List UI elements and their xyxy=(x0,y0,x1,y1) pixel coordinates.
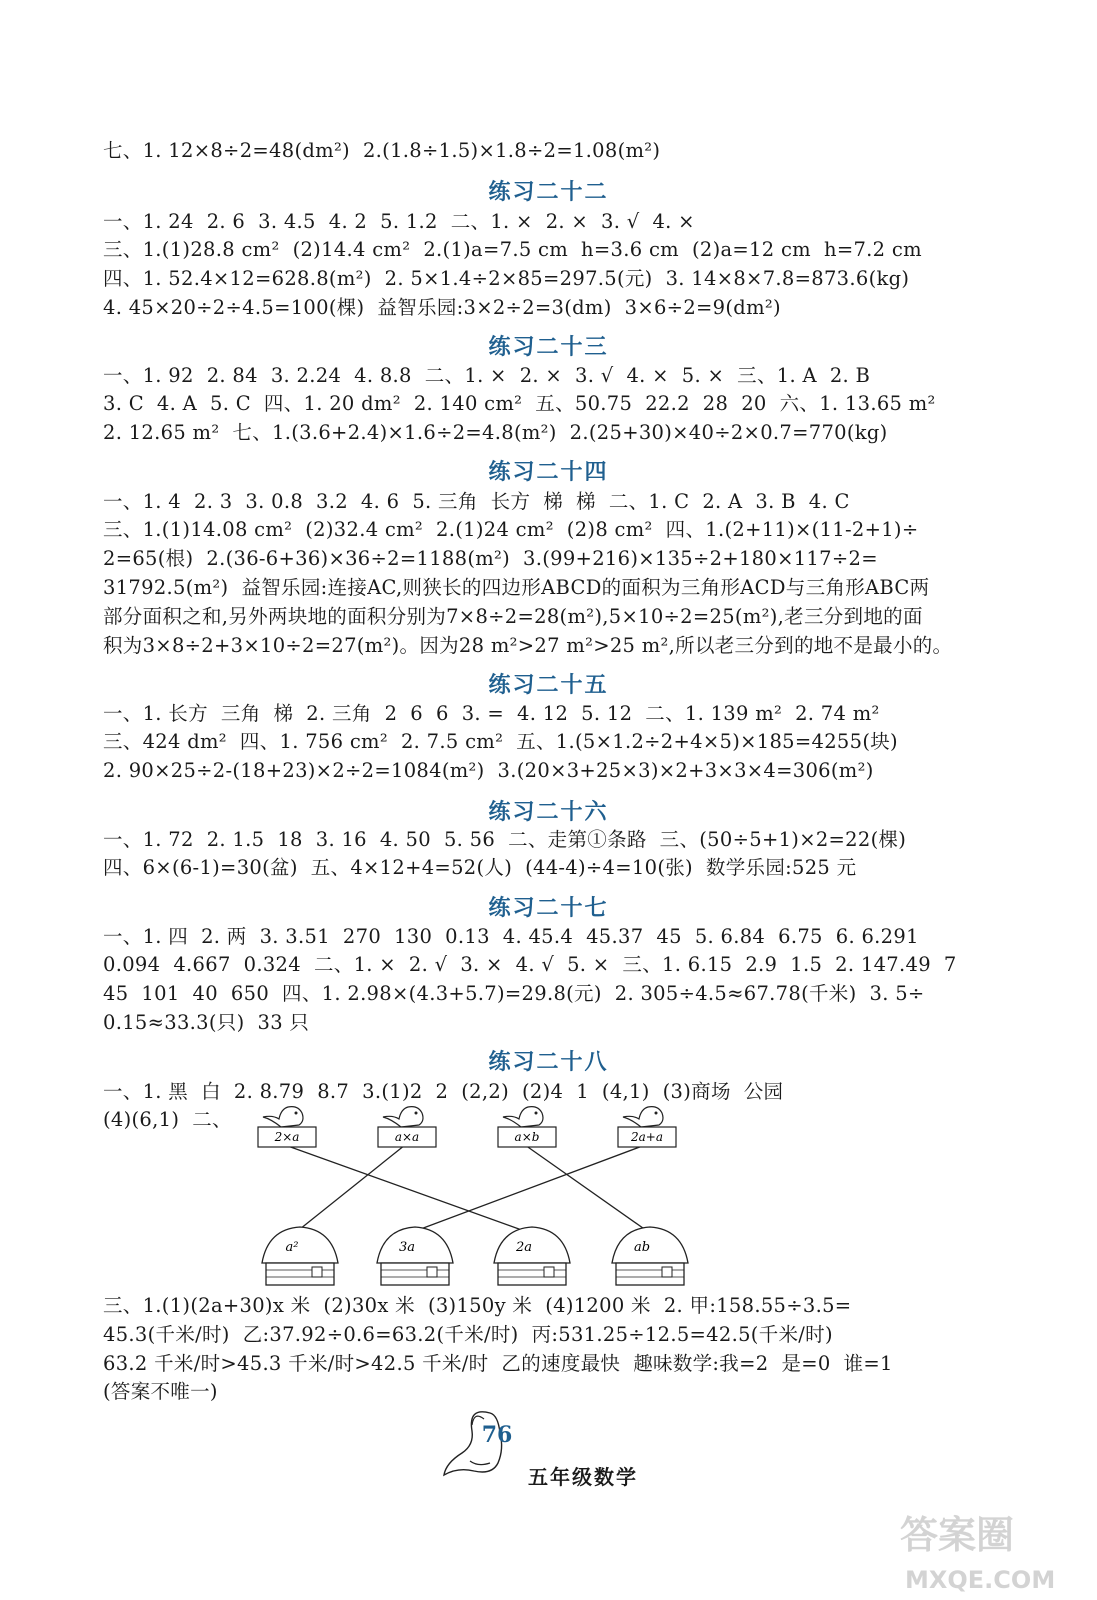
mushroom-house-3 xyxy=(494,1227,570,1285)
section-title: 练习二十五 xyxy=(488,673,609,698)
answer-line: (4)(6,1) 二、 xyxy=(103,1108,232,1131)
answer-line: 0.15≈33.3(只) 33 只 xyxy=(103,1011,310,1034)
answer-line: 部分面积之和,另外两块地的面积分别为7×8÷2=28(m²),5×10÷2=25(m²),老三分到地的面 xyxy=(103,605,923,628)
answer-line: 一、1. 四 2. 两 3. 3.51 270 130 0.13 4. 45.4 45.37 45 5. 6.84 6.75 6. 6.291 xyxy=(103,925,919,948)
bird-sign-2 xyxy=(378,1107,436,1147)
answer-line: (答案不唯一) xyxy=(103,1380,218,1403)
answer-line: 四、6×(6-1)=30(盆) 五、4×12+4=52(人) (44-4)÷4=10(张) 数学乐园:525 元 xyxy=(103,856,857,879)
answer-line: 一、1. 黑 白 2. 8.79 8.7 3.(1)2 2 (2,2) (2)4 1 (4,1) (3)商场 公园 xyxy=(103,1080,784,1103)
matching-diagram xyxy=(240,1100,710,1295)
answer-line: 63.2 千米/时>45.3 千米/时>42.5 千米/时 乙的速度最快 趣味数学:我=2 是=0 谁=1 xyxy=(103,1352,893,1375)
watermark-url: MXQE.COM xyxy=(905,1566,1056,1594)
answer-line: 三、1.(1)28.8 cm² (2)14.4 cm² 2.(1)a=7.5 cm h=3.6 cm (2)a=12 cm h=7.2 cm xyxy=(103,238,922,261)
answer-line: 一、1. 长方 三角 梯 2. 三角 2 6 6 3. = 4. 12 5. 12 二、1. 139 m² 2. 74 m² xyxy=(103,702,880,725)
section-title: 练习二十四 xyxy=(488,460,609,485)
section-title: 练习二十七 xyxy=(488,896,609,921)
house-label: 2a xyxy=(515,1240,533,1255)
answer-line: 45 101 40 650 四、1. 2.98×(4.3+5.7)=29.8(元) 2. 305÷4.5≈67.78(千米) 3. 5÷ xyxy=(103,982,925,1005)
bird-icon xyxy=(383,1107,423,1127)
house-label: ab xyxy=(633,1240,651,1255)
match-line xyxy=(410,1145,645,1233)
answer-line: 2. 12.65 m² 七、1.(3.6+2.4)×1.6÷2=4.8(m²) 2.(25+30)×40÷2×0.7=770(kg) xyxy=(103,421,888,444)
answer-line: 三、1.(1)14.08 cm² (2)32.4 cm² 2.(1)24 cm² (2)8 cm² 四、1.(2+11)×(11-2+1)÷ xyxy=(103,518,919,541)
match-line xyxy=(285,1145,530,1233)
answer-line: 一、1. 4 2. 3 3. 0.8 3.2 4. 6 5. 三角 长方 梯 梯 二、1. C 2. A 3. B 4. C xyxy=(103,490,850,513)
sign-label: 2×a xyxy=(274,1130,300,1144)
watermark-logo xyxy=(895,1500,1085,1595)
house-label: 3a xyxy=(398,1240,416,1255)
bird-sign-1 xyxy=(258,1107,316,1147)
answer-line: 三、424 dm² 四、1. 756 cm² 2. 7.5 cm² 五、1.(5×1.2÷2+4×5)×185=4255(块) xyxy=(103,730,898,753)
answer-line: 31792.5(m²) 益智乐园:连接AC,则狭长的四边形ABCD的面积为三角形ACD与三角形ABC两 xyxy=(103,576,930,599)
section-title: 练习二十八 xyxy=(488,1050,609,1075)
answer-line: 一、1. 92 2. 84 3. 2.24 4. 8.8 二、1. × 2. × 3. √ 4. × 5. × 三、1. A 2. B xyxy=(103,364,871,387)
answer-line: 0.094 4.667 0.324 二、1. × 2. √ 3. × 4. √ 5. × 三、1. 6.15 2.9 1.5 2. 147.49 7 xyxy=(103,953,957,976)
house-roof-icon xyxy=(262,1227,338,1263)
answer-line: 3. C 4. A 5. C 四、1. 20 dm² 2. 140 cm² 五、50.75 22.2 28 20 六、1. 13.65 m² xyxy=(103,392,936,415)
answer-line: 4. 45×20÷2÷4.5=100(棵) 益智乐园:3×2÷2=3(dm) 3×6÷2=9(dm²) xyxy=(103,296,781,319)
section-title: 练习二十二 xyxy=(488,180,609,205)
sign-label: a×a xyxy=(394,1130,420,1144)
bird-sign-4 xyxy=(618,1107,676,1147)
mushroom-house-1 xyxy=(262,1227,338,1285)
match-line xyxy=(525,1145,650,1233)
section-title: 练习二十六 xyxy=(488,800,609,825)
answer-line: 四、1. 52.4×12=628.8(m²) 2. 5×1.4÷2×85=297.5(元) 3. 14×8×7.8=873.6(kg) xyxy=(103,267,910,290)
answer-line: 三、1.(1)(2a+30)x 米 (2)30x 米 (3)150y 米 (4)1200 米 2. 甲:158.55÷3.5= xyxy=(103,1294,852,1317)
sign-label: 2a+a xyxy=(631,1130,663,1144)
answer-line: 一、1. 24 2. 6 3. 4.5 4. 2 5. 1.2 二、1. × 2. × 3. √ 4. × xyxy=(103,210,695,233)
bird-icon xyxy=(623,1107,663,1127)
answer-line: 45.3(千米/时) 乙:37.92÷0.6=63.2(千米/时) 丙:531.25÷12.5=42.5(千米/时) xyxy=(103,1323,833,1346)
answer-line: 积为3×8÷2+3×10÷2=27(m²)。因为28 m²>27 m²>25 m²,所以老三分到的地不是最小的。 xyxy=(103,634,953,657)
watermark-main: 答案圈 xyxy=(900,1513,1015,1557)
match-line xyxy=(295,1145,405,1233)
bird-sign-3 xyxy=(498,1107,556,1147)
section-title: 练习二十三 xyxy=(488,335,609,360)
bird-icon xyxy=(263,1107,303,1127)
house-label: a² xyxy=(285,1240,299,1255)
mushroom-house-4 xyxy=(612,1227,688,1285)
answer-line: 七、1. 12×8÷2=48(dm²) 2.(1.8÷1.5)×1.8÷2=1.08(m²) xyxy=(103,139,661,162)
sign-label: a×b xyxy=(514,1130,540,1144)
book-label: 五年级数学 xyxy=(528,1465,638,1489)
answer-line: 一、1. 72 2. 1.5 18 3. 16 4. 50 5. 56 二、走第①条路 三、(50÷5+1)×2=22(棵) xyxy=(103,828,907,851)
mushroom-house-2 xyxy=(377,1227,453,1285)
page-number: 76 xyxy=(481,1422,513,1448)
bird-icon xyxy=(503,1107,543,1127)
answer-line: 2=65(根) 2.(36-6+36)×36÷2=1188(m²) 3.(99+216)×135÷2+180×117÷2= xyxy=(103,547,878,570)
answer-line: 2. 90×25÷2-(18+23)×2÷2=1084(m²) 3.(20×3+25×3)×2+3×3×4=306(m²) xyxy=(103,759,874,782)
